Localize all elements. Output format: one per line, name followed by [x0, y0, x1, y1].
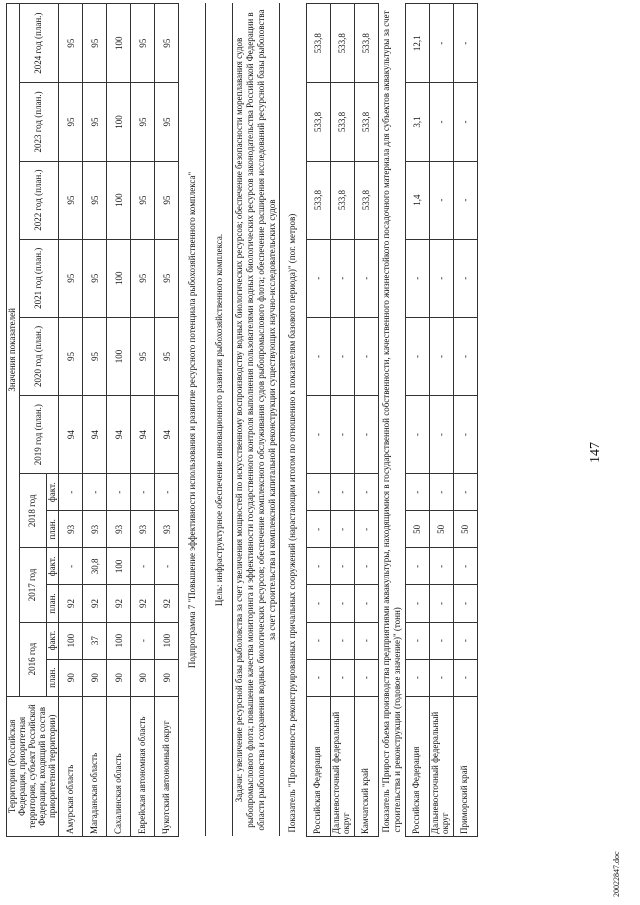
value-cell: 95 [131, 239, 155, 317]
value-cell: 95 [155, 239, 179, 317]
value-cell: - [330, 659, 354, 696]
table-row [429, 4, 453, 837]
value-cell: 95 [131, 83, 155, 161]
value-cell: - [155, 548, 179, 585]
value-cell: 95 [59, 4, 83, 83]
value-cell: 95 [83, 161, 107, 239]
value-cell: - [306, 474, 330, 511]
value-cell: 533,8 [330, 4, 354, 83]
value-cell: 100 [107, 239, 131, 317]
value-cell: 533,8 [330, 83, 354, 161]
value-cell: 100 [107, 548, 131, 585]
value-cell: 1,4 [405, 161, 429, 239]
value-cell: - [453, 548, 477, 585]
territory-name: Магаданская область [83, 696, 107, 836]
value-cell: 94 [83, 396, 107, 474]
value-cell: 92 [155, 585, 179, 622]
value-cell: - [354, 474, 378, 511]
value-cell: - [453, 474, 477, 511]
territory-name: Дальневосточный федеральный округ [330, 696, 354, 836]
value-cell: 100 [107, 83, 131, 161]
value-cell: - [429, 317, 453, 395]
value-cell: - [453, 659, 477, 696]
value-cell: 93 [155, 511, 179, 548]
value-cell: - [306, 548, 330, 585]
table-row [405, 4, 429, 837]
table-row [83, 4, 107, 837]
table-row [131, 4, 155, 837]
value-cell: - [429, 396, 453, 474]
value-cell: 95 [155, 161, 179, 239]
plan-year-header: 2020 год (план.) [19, 317, 59, 395]
value-cell: 100 [107, 161, 131, 239]
value-cell: - [131, 622, 155, 659]
value-cell: 92 [83, 585, 107, 622]
value-cell: 95 [83, 4, 107, 83]
table-row [306, 4, 330, 837]
value-cell: 90 [107, 659, 131, 696]
value-cell: - [306, 585, 330, 622]
page-number: 147 [588, 442, 603, 463]
plan-year-header: 2024 год (план.) [19, 4, 59, 83]
value-cell: 533,8 [306, 161, 330, 239]
value-cell: - [453, 396, 477, 474]
value-cell: 93 [59, 511, 83, 548]
value-cell: 100 [59, 622, 83, 659]
value-cell: - [354, 239, 378, 317]
value-cell: 95 [59, 83, 83, 161]
plan-year-header: 2021 год (план.) [19, 239, 59, 317]
value-cell: - [429, 548, 453, 585]
value-cell: - [59, 474, 83, 511]
value-cell: - [330, 474, 354, 511]
value-cell: - [354, 659, 378, 696]
value-cell: 533,8 [354, 4, 378, 83]
territory-name: Российская Федерация [306, 696, 330, 836]
value-cell: - [405, 548, 429, 585]
territory-header: Территория (Российская Федерация, приоритетная территория, субъект Российской Федерации, входящий в состав приоритетной территории) [7, 696, 59, 836]
value-cell: 30,8 [83, 548, 107, 585]
value-cell: - [453, 83, 477, 161]
value-cell: - [306, 239, 330, 317]
value-cell: - [330, 239, 354, 317]
value-cell: - [453, 161, 477, 239]
value-cell: 100 [107, 4, 131, 83]
value-cell: 95 [59, 317, 83, 395]
value-cell: - [306, 659, 330, 696]
value-cell: - [405, 659, 429, 696]
value-cell: - [453, 4, 477, 83]
value-cell: 94 [59, 396, 83, 474]
value-cell: - [453, 622, 477, 659]
value-cell: - [453, 585, 477, 622]
value-cell: - [405, 396, 429, 474]
value-cell: - [429, 659, 453, 696]
value-cell: - [155, 474, 179, 511]
year-header: 2017 год [19, 548, 46, 622]
value-cell: 533,8 [306, 83, 330, 161]
value-cell: - [405, 622, 429, 659]
plan-year-header: 2019 год (план.) [19, 396, 59, 474]
territory-name: Российская Федерация [405, 696, 429, 836]
value-cell: 90 [83, 659, 107, 696]
table-row [354, 4, 378, 837]
value-cell: 90 [59, 659, 83, 696]
tasks-text: Задачи: увеличение ресурсной базы рыболовства за счет увеличения мощностей по искусственному воспроизводству водных биологических ресурсов; обеспечение безопасности мореплавания судов рыбопромыслового флота; повышение качества мониторинга и эффективности государственного контроля выполнения пользователями водных биологических ресурсов законодательства Российской Федерации в области рыболовства и сохранения водных биологических ресурсов; обеспечение комплексного обслуживания судов рыбопромыслового флота; обеспечение расширения исследований ресурсной базы рыболовства за счет строительства и комплексной капитальной реконструкции существующих научно-исследовательских судов [233, 4, 279, 837]
value-cell: 95 [131, 161, 155, 239]
value-cell: 95 [83, 317, 107, 395]
subprogram-title: Подпрограмма 7 "Повышение эффективности использования и развитие ресурсного потенциала рыбохозяйственного комплекса" [179, 4, 206, 837]
value-cell: 50 [453, 511, 477, 548]
value-cell: 90 [131, 659, 155, 696]
value-cell: - [405, 585, 429, 622]
value-cell: 95 [131, 4, 155, 83]
value-cell: 533,8 [354, 83, 378, 161]
table-row [453, 4, 477, 837]
territory-name: Еврейская автономная область [131, 696, 155, 836]
year-header: 2016 год [19, 622, 46, 696]
value-cell: - [330, 511, 354, 548]
territory-name: Сахалинская область [107, 696, 131, 836]
territory-name: Чукотский автономный округ [155, 696, 179, 836]
value-cell: - [405, 239, 429, 317]
table-row [107, 4, 131, 837]
value-cell: 100 [107, 317, 131, 395]
value-cell: 92 [59, 585, 83, 622]
value-cell: 100 [155, 622, 179, 659]
value-cell: - [306, 622, 330, 659]
value-cell: - [330, 622, 354, 659]
value-cell: - [131, 548, 155, 585]
value-cell: 95 [131, 317, 155, 395]
value-cell: - [330, 548, 354, 585]
fact-subheader: факт. [46, 474, 59, 511]
plan-subheader: план. [46, 659, 59, 696]
value-cell: - [405, 317, 429, 395]
value-cell: 533,8 [306, 4, 330, 83]
goal-text: Цель: инфраструктурное обеспечение инновационного развития рыбохозяйственного комплекса. [206, 4, 233, 837]
value-cell: 95 [59, 239, 83, 317]
value-cell: 95 [59, 161, 83, 239]
value-cell: 92 [131, 585, 155, 622]
value-cell: - [429, 474, 453, 511]
value-cell: - [330, 396, 354, 474]
value-cell: - [330, 585, 354, 622]
plan-subheader: план. [46, 511, 59, 548]
value-cell: - [354, 622, 378, 659]
value-cell: 94 [131, 396, 155, 474]
value-cell: 3,1 [405, 83, 429, 161]
plan-subheader: план. [46, 585, 59, 622]
indicator-title: Показатель "Протяженность реконструированных причальных сооружений (нарастающим итогом по отношению к показателям базового периода)" (пог. метров) [279, 4, 306, 837]
value-cell: - [429, 585, 453, 622]
value-cell: - [429, 622, 453, 659]
value-cell: - [330, 317, 354, 395]
value-cell: 93 [107, 511, 131, 548]
value-cell: - [429, 239, 453, 317]
territory-name: Приморский край [453, 696, 477, 836]
value-cell: - [306, 511, 330, 548]
value-cell: 93 [83, 511, 107, 548]
value-cell: - [131, 474, 155, 511]
table-row [155, 4, 179, 837]
value-cell: - [354, 548, 378, 585]
value-cell: 95 [83, 83, 107, 161]
territory-name: Камчатский край [354, 696, 378, 836]
fact-subheader: факт. [46, 548, 59, 585]
table-row [59, 4, 83, 837]
territory-name: Дальневосточный федеральный округ [429, 696, 453, 836]
year-header: 2018 год [19, 474, 46, 548]
value-cell: - [453, 317, 477, 395]
value-cell: - [354, 585, 378, 622]
file-code: 20022847.doc [612, 851, 621, 897]
value-cell: - [354, 396, 378, 474]
value-cell: 92 [107, 585, 131, 622]
plan-year-header: 2022 год (план.) [19, 161, 59, 239]
fact-subheader: факт. [46, 622, 59, 659]
value-cell: - [405, 474, 429, 511]
value-cell: 37 [83, 622, 107, 659]
indicator-title: Показатель "Прирост объема производства предприятиями аквакультуры, находящимися в государственной собственности, качественного жизнестойкого посадочного материала для субъектов аквакультуры за счет строительства и реконструкции (годовое значение)" (тонн) [378, 4, 405, 837]
value-cell: 93 [131, 511, 155, 548]
value-cell: 533,8 [330, 161, 354, 239]
value-cell: 95 [155, 317, 179, 395]
value-cell: - [83, 474, 107, 511]
value-cell: 100 [107, 622, 131, 659]
value-cell: - [354, 511, 378, 548]
value-cell: 50 [405, 511, 429, 548]
value-cell: - [59, 548, 83, 585]
value-cell: 94 [155, 396, 179, 474]
value-cell: - [306, 396, 330, 474]
value-cell: 95 [83, 239, 107, 317]
value-cell: - [429, 83, 453, 161]
plan-year-header: 2023 год (план.) [19, 83, 59, 161]
value-cell: - [306, 317, 330, 395]
value-cell: 12,1 [405, 4, 429, 83]
value-cell: 94 [107, 396, 131, 474]
value-cell: - [429, 161, 453, 239]
value-cell: - [354, 317, 378, 395]
value-cell: - [107, 474, 131, 511]
value-cell: 533,8 [354, 161, 378, 239]
values-group-header: Значения показателей [7, 4, 20, 697]
value-cell: 95 [155, 83, 179, 161]
value-cell: 95 [155, 4, 179, 83]
territory-name: Амурская область [59, 696, 83, 836]
table-row [330, 4, 354, 837]
value-cell: 50 [429, 511, 453, 548]
value-cell: 90 [155, 659, 179, 696]
indicators-table [6, 3, 478, 837]
value-cell: - [453, 239, 477, 317]
value-cell: - [429, 4, 453, 83]
